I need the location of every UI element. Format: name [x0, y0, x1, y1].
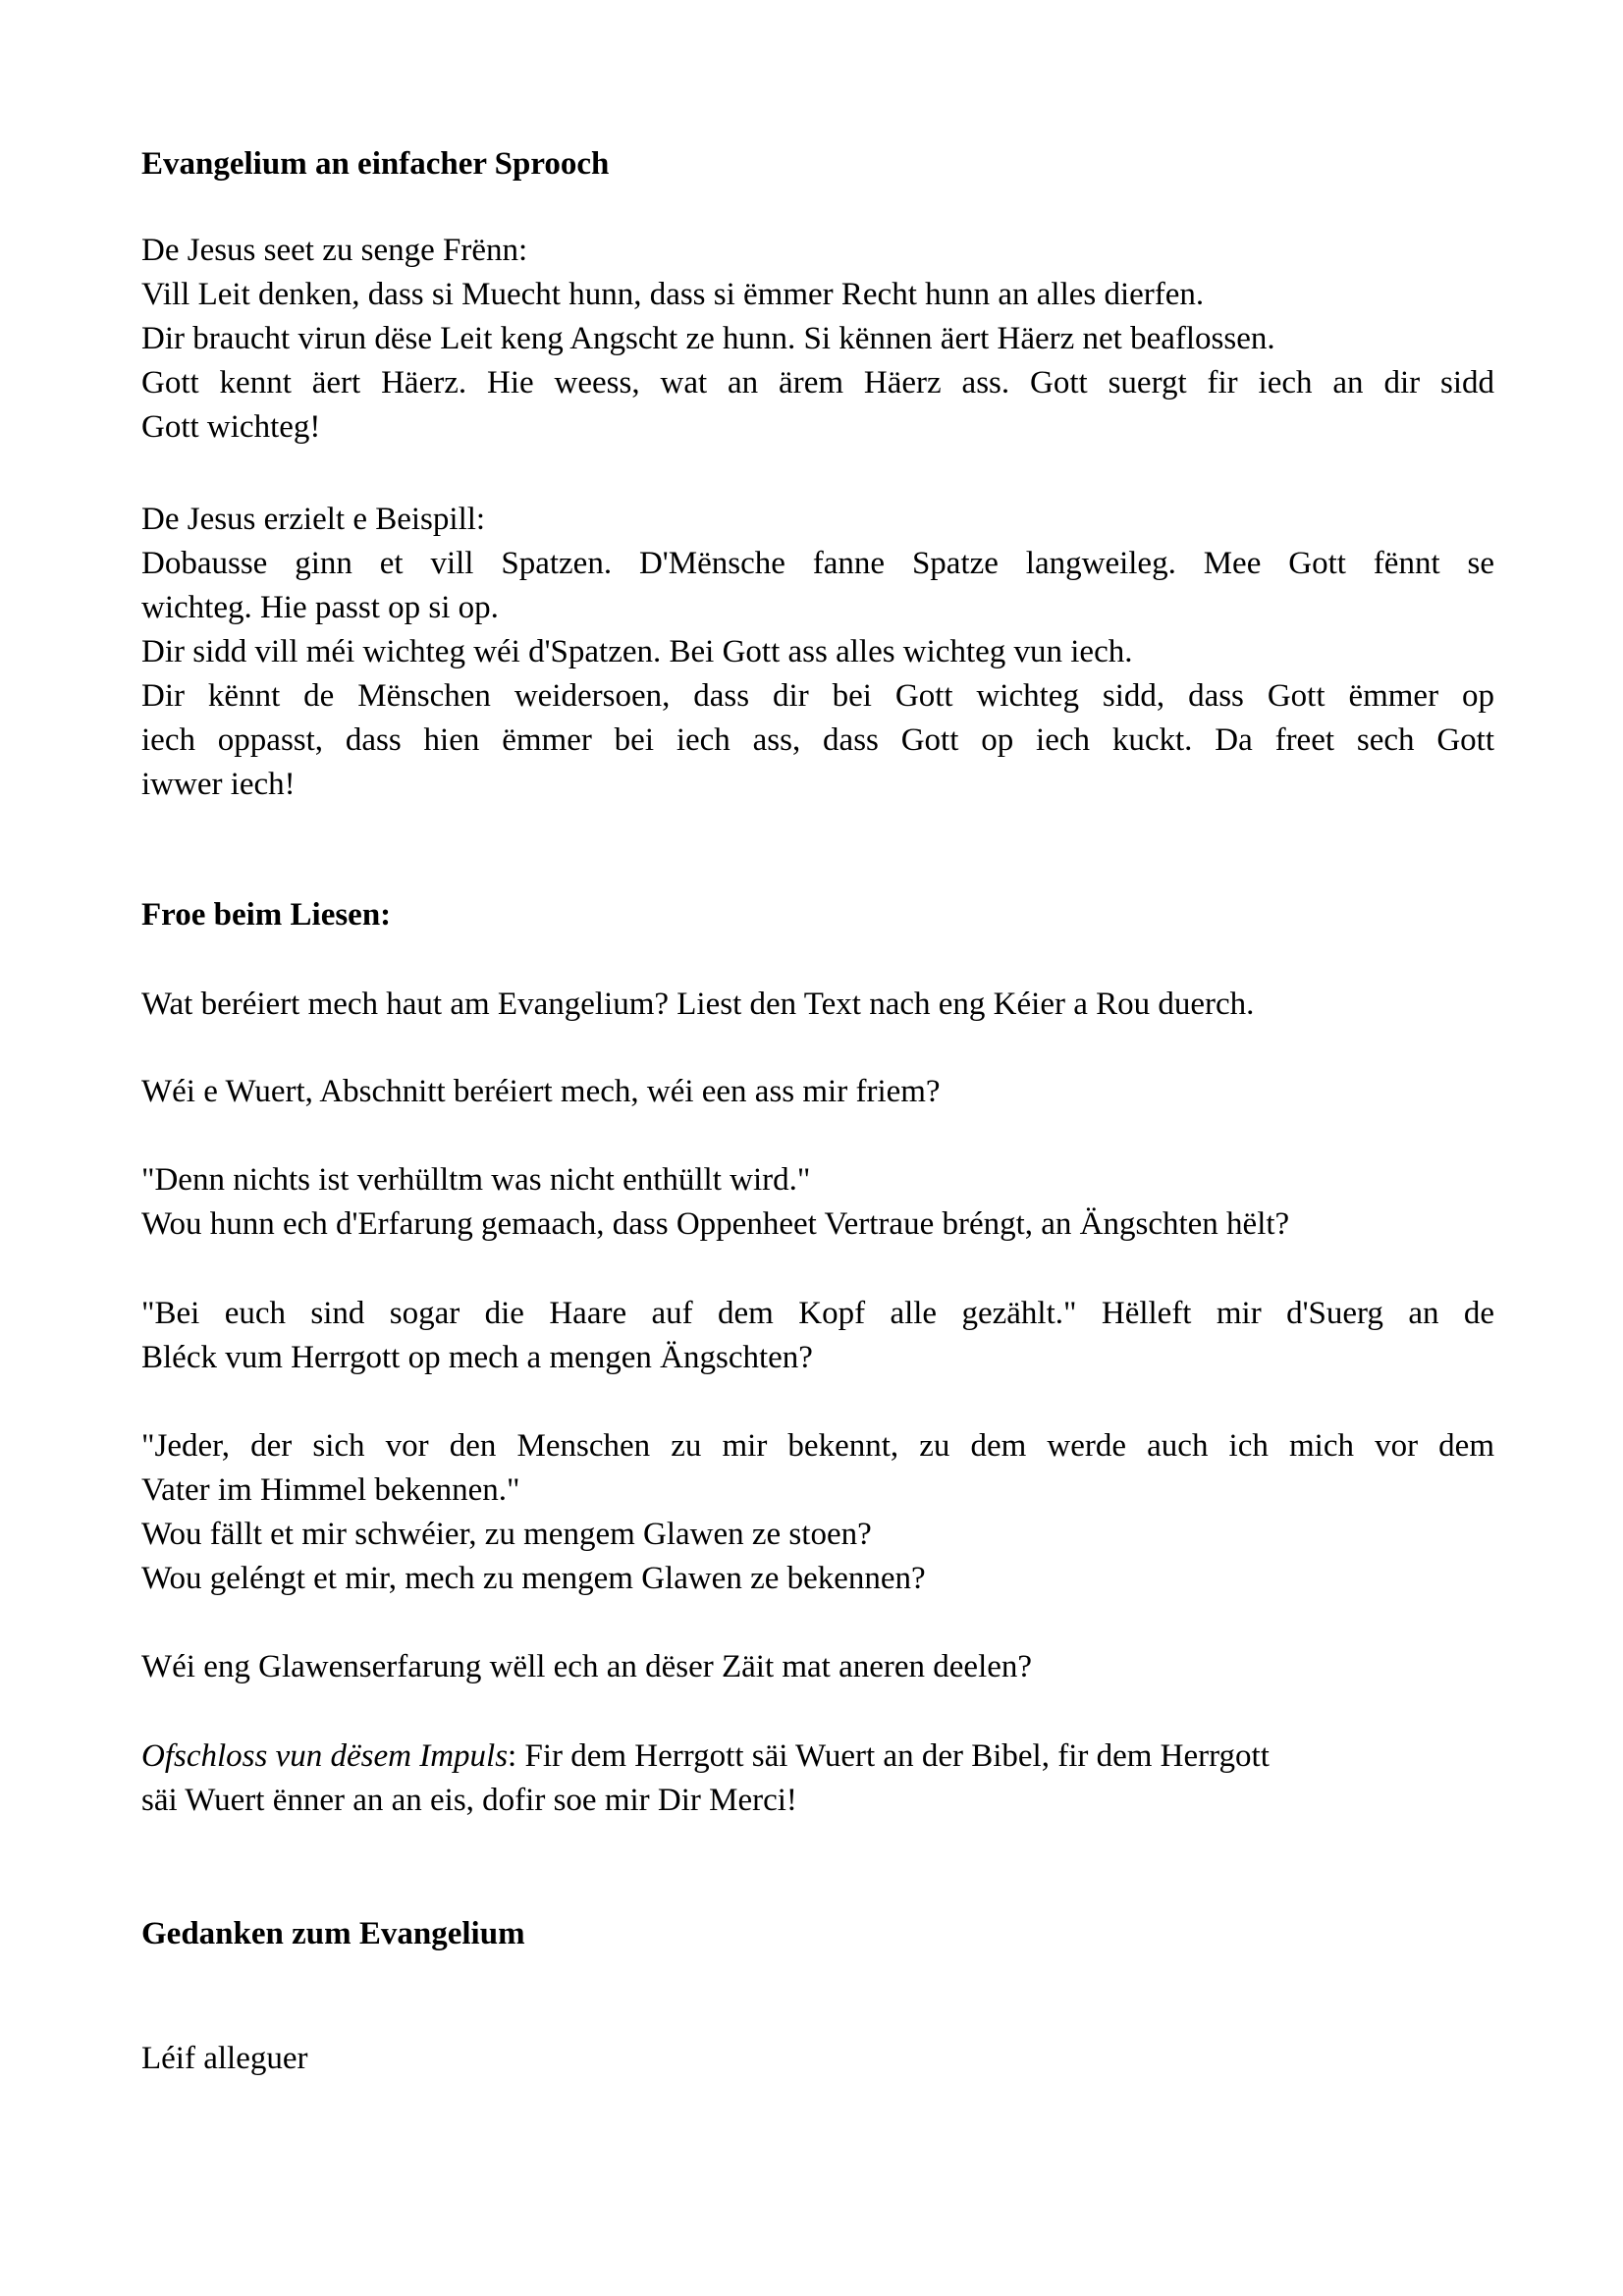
text-line: Dir kënnt de Mënschen weidersoen, dass dir bei Gott wichteg sidd, dass Gott ëmmer op	[141, 678, 1494, 714]
heading-froe: Froe beim Liesen:	[141, 897, 392, 933]
closing-paragraph	[141, 1735, 1494, 1823]
closing-label: Ofschloss vun dësem Impuls	[141, 1738, 509, 1774]
salutation: Léif alleguer	[141, 2041, 308, 2076]
text-line: säi Wuert ënner an an eis, dofir soe mir Dir Merci!	[141, 1783, 797, 1818]
text-line: iwwer iech!	[141, 767, 296, 802]
question-2	[141, 1070, 1494, 1114]
text-line: Wou fällt et mir schwéier, zu mengem Glawen ze stoen?	[141, 1517, 872, 1552]
text-line: Dir sidd vill méi wichteg wéi d'Spatzen. Bei Gott ass alles wichteg vun iech.	[141, 634, 1133, 669]
text-line: De Jesus erzielt e Beispill:	[141, 502, 486, 537]
paragraph-beispill	[141, 498, 1494, 807]
text-line: Wat beréiert mech haut am Evangelium? Liest den Text nach eng Kéier a Rou duerch.	[141, 987, 1255, 1022]
text-line: "Bei euch sind sogar die Haare auf dem Kopf alle gezählt." Hëlleft mir d'Suerg an de	[141, 1296, 1494, 1331]
text-line: Vill Leit denken, dass si Muecht hunn, dass si ëmmer Recht hunn an alles dierfen.	[141, 277, 1205, 312]
text-line: Vater im Himmel bekennen."	[141, 1472, 520, 1508]
paragraph-jesus-seet	[141, 229, 1494, 450]
question-4	[141, 1292, 1494, 1380]
text-line: Wou hunn ech d'Erfarung gemaach, dass Oppenheet Vertraue bréngt, an Ängschten hëlt?	[141, 1206, 1290, 1242]
text-line: Gott kennt äert Häerz. Hie weess, wat an ärem Häerz ass. Gott suergt fir iech an dir sidd	[141, 365, 1494, 400]
text-line: Wéi eng Glawenserfarung wëll ech an dëser Zäit mat aneren deelen?	[141, 1649, 1033, 1684]
text-line: Gott wichteg!	[141, 409, 321, 445]
text-line: Wéi e Wuert, Abschnitt beréiert mech, wéi een ass mir friem?	[141, 1074, 941, 1109]
text-line: Dobausse ginn et vill Spatzen. D'Mënsche fanne Spatze langweileg. Mee Gott fënnt se	[141, 546, 1494, 581]
question-3	[141, 1158, 1494, 1247]
text-line	[141, 1735, 1494, 1779]
text-line: De Jesus seet zu senge Frënn:	[141, 233, 528, 268]
heading-gedanken: Gedanken zum Evangelium	[141, 1916, 525, 1951]
text-line: wichteg. Hie passt op si op.	[141, 590, 499, 625]
text-line: Wou geléngt et mir, mech zu mengem Glawen ze bekennen?	[141, 1561, 926, 1596]
text-line: "Denn nichts ist verhülltm was nicht enthüllt wird."	[141, 1162, 811, 1198]
heading-evangelium: Evangelium an einfacher Sprooch	[141, 146, 610, 182]
question-5	[141, 1424, 1494, 1601]
text-line: iech oppasst, dass hien ëmmer bei iech ass, dass Gott op iech kuckt. Da freet sech Gott	[141, 722, 1494, 758]
question-6	[141, 1645, 1494, 1689]
question-1	[141, 983, 1494, 1027]
closing-text: : Fir dem Herrgott säi Wuert an der Bibel, fir dem Herrgott	[508, 1738, 1270, 1774]
text-line: "Jeder, der sich vor den Menschen zu mir bekennt, zu dem werde auch ich mich vor dem	[141, 1428, 1494, 1464]
text-line: Bléck vum Herrgott op mech a mengen Ängschten?	[141, 1340, 813, 1375]
text-line: Dir braucht virun dëse Leit keng Angscht ze hunn. Si kënnen äert Häerz net beaflossen.	[141, 321, 1275, 356]
